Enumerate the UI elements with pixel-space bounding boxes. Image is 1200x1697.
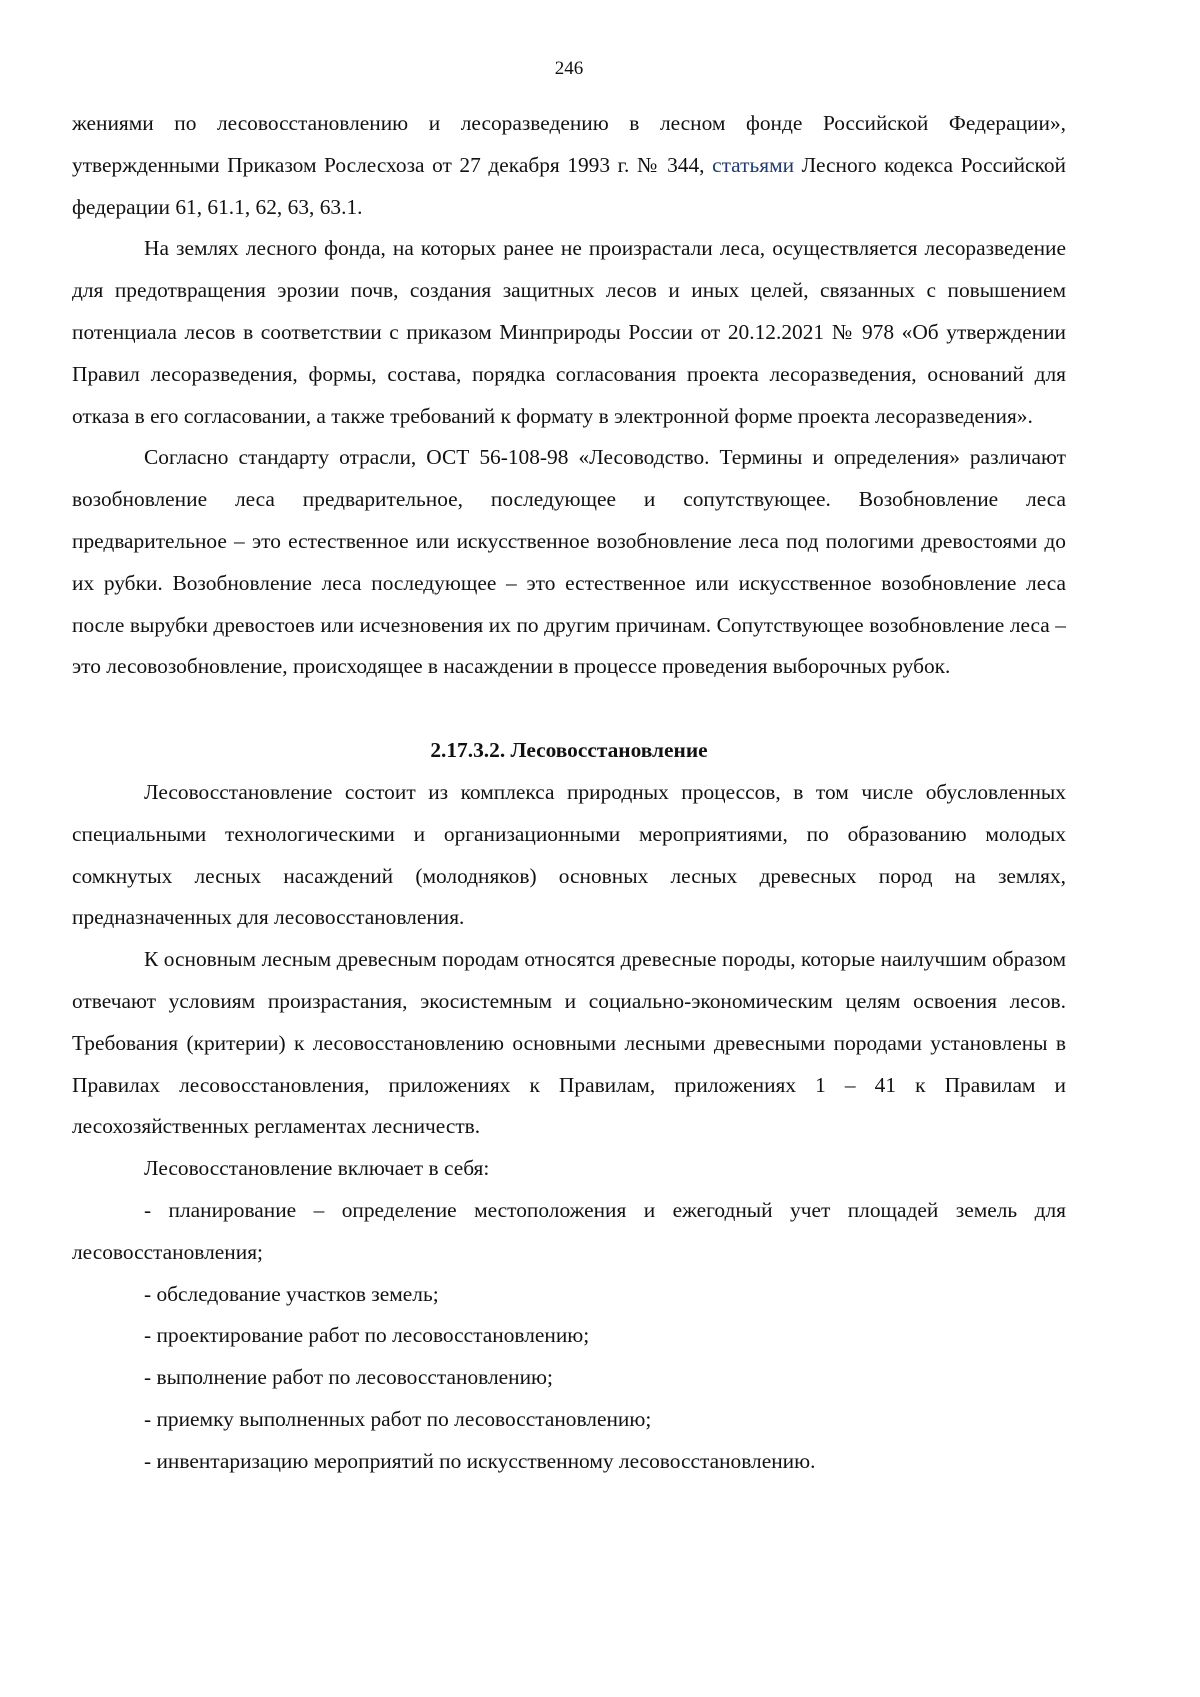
paragraph-main-species: К основным лесным древесным породам относятся древесные породы, которые наилучшим образом отвечают условиям произрастания, экосистемным и социально-экономическим целям освоения лесов. Требования (критерии) к лесовосстановлению основными лесными древесными породами установлены в Правилах лесовосстановления, приложениях к Правилам, приложениях 1 – 41 к Правилам и лесохозяйственных регламентах лесничеств. xyxy=(72,947,1066,1139)
statute-link[interactable]: статьями xyxy=(712,152,795,177)
document-body xyxy=(72,103,1066,1483)
page-number: 246 xyxy=(554,58,584,79)
paragraph-text: жениями по лесовосстановлению и лесоразведению в лесном фонде Российской Федерации», утвержденными Приказом Рослесхоза от 27 декабря 1993 г. № 344, xyxy=(72,111,1066,177)
list-item: - инвентаризацию мероприятий по искусственному лесовосстановлению. xyxy=(144,1448,816,1473)
paragraph-list-intro: Лесовосстановление включает в себя: xyxy=(144,1156,490,1181)
list-item: - проектирование работ по лесовосстановлению; xyxy=(144,1323,590,1348)
paragraph-text: Лесного кодекса Российской федерации 61, 61.1, 62, 63, 63.1. xyxy=(72,152,1066,219)
list-item: - планирование – определение местоположения и ежегодный учет площадей земель для лесовосстановления; xyxy=(72,1197,1066,1264)
section-heading: 2.17.3.2. Лесовосстановление xyxy=(430,738,708,763)
paragraph-continuation xyxy=(72,103,1066,228)
list-item: - обследование участков земель; xyxy=(144,1281,439,1306)
list-item: - приемку выполненных работ по лесовосстановлению; xyxy=(144,1406,652,1431)
list-item: - выполнение работ по лесовосстановлению; xyxy=(144,1365,553,1390)
paragraph-regeneration-types: Согласно стандарту отрасли, ОСТ 56-108-98 «Лесоводство. Термины и определения» различают возобновление леса предварительное, последующее и сопутствующее. Возобновление леса предварительное – это естественное или искусственное возобновление леса под пологими древостоями до их рубки. Возобновление леса последующее – это естественное или искусственное возобновление леса после вырубки древостоев или исчезновения их по другим причинам. Сопутствующее возобновление леса – это лесовозобновление, происходящее в насаждении в процессе проведения выборочных рубок. xyxy=(72,445,1066,679)
paragraph-afforestation: На землях лесного фонда, на которых ранее не произрастали леса, осуществляется лесоразведение для предотвращения эрозии почв, создания защитных лесов и иных целей, связанных с повышением потенциала лесов в соответствии с приказом Минприроды России от 20.12.2021 № 978 «Об утверждении Правил лесоразведения, формы, состава, порядка согласования проекта лесоразведения, оснований для отказа в его согласовании, а также требований к формату в электронной форме проекта лесоразведения». xyxy=(72,236,1066,428)
paragraph-reforestation-definition: Лесовосстановление состоит из комплекса природных процессов, в том числе обусловленных специальными технологическими и организационными мероприятиями, по образованию молодых сомкнутых лесных насаждений (молодняков) основных лесных древесных пород на землях, предназначенных для лесовосстановления. xyxy=(72,779,1066,930)
